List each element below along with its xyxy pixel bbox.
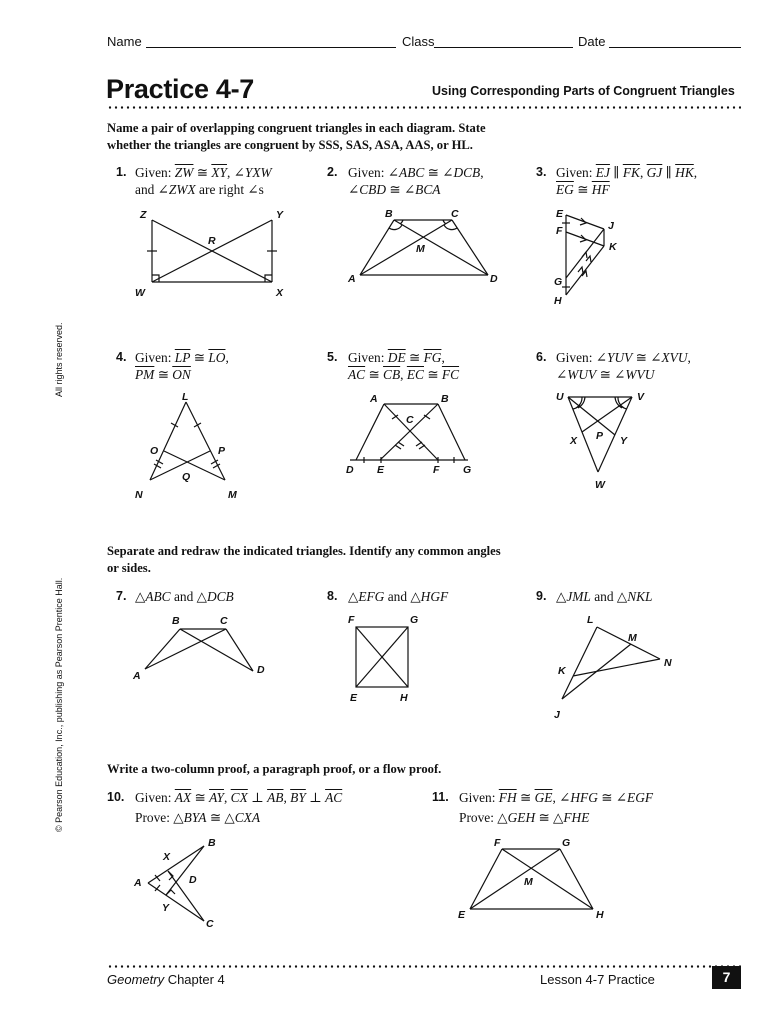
p7-label-b: B bbox=[172, 615, 180, 627]
problem-5-diagram bbox=[340, 390, 490, 480]
p5-label-c: C bbox=[406, 414, 414, 426]
p11-label-m: M bbox=[524, 876, 533, 888]
p6-label-y: Y bbox=[620, 435, 628, 447]
footer-divider bbox=[107, 965, 741, 968]
p4-label-m: M bbox=[228, 489, 237, 501]
p10-label-x: X bbox=[163, 851, 171, 863]
problem-2-diagram bbox=[340, 205, 510, 290]
p5-label-f: F bbox=[433, 464, 440, 476]
problem-5-given: Given: $\overline{DE}$ ≅ $\overline{FG}$, $\overline{AC}$ ≅ $\overline{CB}$, $\overline{EC}$ ≅ $\overline{FC}$ bbox=[348, 350, 460, 382]
problem-4-given: Given: $\overline{LP}$ ≅ $\overline{LO}$, $\overline{PM}$ ≅ $\overline{ON}$ bbox=[135, 350, 229, 382]
p1-label-z: Z bbox=[140, 209, 147, 221]
section1-line2: whether the triangles are congruent by SSS, SAS, ASA, AAS, or HL. bbox=[107, 138, 473, 152]
p8-label-h: H bbox=[400, 692, 408, 704]
footer-book bbox=[107, 972, 225, 987]
problem-6-diagram bbox=[548, 388, 658, 498]
p6-label-x: X bbox=[570, 435, 578, 447]
p3-label-j: J bbox=[608, 220, 614, 232]
p3-label-f: F bbox=[556, 225, 563, 237]
problem-2-number: 2. bbox=[327, 165, 338, 179]
p4-label-l: L bbox=[182, 391, 189, 403]
p5-label-g: G bbox=[463, 464, 472, 476]
problem-10-number: 10. bbox=[107, 790, 125, 804]
problem-7-prompt: △ABC and △DCB bbox=[135, 589, 234, 604]
p2-label-m: M bbox=[416, 243, 425, 255]
p4-label-n: N bbox=[135, 489, 143, 501]
problem-9-number: 9. bbox=[536, 589, 547, 603]
date-field[interactable] bbox=[609, 47, 741, 48]
p11-label-g: G bbox=[562, 837, 571, 849]
p2-label-c: C bbox=[451, 208, 459, 220]
copyright-note: © Pearson Education, Inc., publishing as Pearson Prentice Hall. bbox=[54, 577, 64, 832]
p10-label-c: C bbox=[206, 918, 214, 930]
problem-7-number: 7. bbox=[116, 589, 127, 603]
page-subtitle: Using Corresponding Parts of Congruent Triangles bbox=[432, 84, 735, 98]
p11-label-e: E bbox=[458, 909, 466, 921]
p6-label-v: V bbox=[637, 391, 645, 403]
p2-label-a: A bbox=[348, 273, 356, 285]
p3-label-k: K bbox=[609, 241, 617, 253]
p7-label-c: C bbox=[220, 615, 228, 627]
p5-label-b: B bbox=[441, 393, 449, 405]
p5-label-d: D bbox=[346, 464, 354, 476]
p10-label-y: Y bbox=[162, 902, 170, 914]
problem-7-diagram bbox=[130, 612, 280, 687]
problem-3-diagram bbox=[548, 205, 628, 305]
problem-1-diagram bbox=[130, 205, 300, 305]
p1-label-x: X bbox=[276, 287, 284, 299]
problem-4-number: 4. bbox=[116, 350, 127, 364]
p9-label-n: N bbox=[664, 657, 672, 669]
p1-label-r: R bbox=[208, 235, 216, 247]
name-label: Name bbox=[107, 34, 142, 49]
p9-label-j: J bbox=[554, 709, 560, 721]
p4-label-q: Q bbox=[182, 471, 191, 483]
p7-label-a: A bbox=[133, 670, 141, 682]
problem-5-number: 5. bbox=[327, 350, 338, 364]
problem-8-prompt: △EFG and △HGF bbox=[348, 589, 449, 604]
p10-label-a: A bbox=[134, 877, 142, 889]
problem-9-diagram bbox=[548, 612, 688, 722]
problem-11-diagram bbox=[455, 835, 615, 930]
title-divider bbox=[107, 106, 741, 109]
problem-8-diagram bbox=[340, 612, 430, 707]
p11-label-h: H bbox=[596, 909, 604, 921]
section1-instructions bbox=[107, 120, 486, 154]
p6-label-w: W bbox=[595, 479, 605, 491]
p9-label-l: L bbox=[587, 614, 594, 626]
problem-1-number: 1. bbox=[116, 165, 127, 179]
p6-label-p: P bbox=[596, 430, 604, 442]
problem-11-number: 11. bbox=[432, 790, 449, 804]
p10-label-d: D bbox=[189, 874, 197, 886]
footer-book-title: Geometry bbox=[107, 972, 165, 987]
problem-9-prompt: △JML and △NKL bbox=[556, 589, 653, 604]
p3-label-g: G bbox=[554, 276, 563, 288]
problem-2-given: Given: ∠ABC ≅ ∠DCB, ∠CBD ≅ ∠BCA bbox=[348, 165, 484, 197]
p5-label-a: A bbox=[370, 393, 378, 405]
problem-1-given: Given: $\overline{ZW}$ ≅ $\overline{XY}$, ∠YXW and ∠ZWX are right ∠s bbox=[135, 165, 272, 197]
footer-lesson: Lesson 4-7 Practice bbox=[540, 972, 655, 987]
section3-instructions: Write a two-column proof, a paragraph proof, or a flow proof. bbox=[107, 762, 442, 776]
p8-label-f: F bbox=[348, 614, 355, 626]
p9-label-k: K bbox=[558, 665, 566, 677]
p2-label-d: D bbox=[490, 273, 498, 285]
p1-label-y: Y bbox=[276, 209, 284, 221]
p9-label-m: M bbox=[628, 632, 637, 644]
p8-label-e: E bbox=[350, 692, 358, 704]
p3-label-h: H bbox=[554, 295, 562, 307]
problem-8-number: 8. bbox=[327, 589, 338, 603]
problem-6-given: Given: ∠YUV ≅ ∠XVU, ∠WUV ≅ ∠WVU bbox=[556, 350, 691, 382]
problem-10-given: Given: $\overline{AX}$ ≅ $\overline{AY}$, $\overline{CX}$ ⊥ $\overline{AB}$, $\overline{BY}$ ⊥ $\overline{AC}$ Prove: △BYA ≅ △CXA bbox=[135, 790, 343, 825]
problem-6-number: 6. bbox=[536, 350, 547, 364]
page-number: 7 bbox=[712, 966, 741, 989]
p6-label-u: U bbox=[556, 391, 564, 403]
p10-label-b: B bbox=[208, 837, 216, 849]
p8-label-g: G bbox=[410, 614, 419, 626]
problem-11-given: Given: $\overline{FH}$ ≅ $\overline{GE}$, ∠HFG ≅ ∠EGF Prove: △GEH ≅ △FHE bbox=[459, 790, 654, 825]
section1-line1: Name a pair of overlapping congruent triangles in each diagram. State bbox=[107, 121, 486, 135]
problem-10-diagram bbox=[130, 835, 230, 935]
class-label: Class bbox=[402, 34, 435, 49]
rights-note: All rights reserved. bbox=[54, 322, 64, 397]
problem-3-number: 3. bbox=[536, 165, 547, 179]
section2-line2: or sides. bbox=[107, 561, 151, 575]
problem-3-given: Given: $\overline{EJ}$ ∥ $\overline{FK}$, $\overline{GJ}$ ∥ $\overline{HK}$, $\overline{EG}$ ≅ $\overline{HF}$ bbox=[556, 165, 698, 197]
p11-label-f: F bbox=[494, 837, 501, 849]
p4-label-p: P bbox=[218, 445, 226, 457]
footer-chapter: Chapter 4 bbox=[164, 972, 225, 987]
name-field[interactable] bbox=[146, 47, 396, 48]
section2-instructions bbox=[107, 543, 501, 577]
class-field[interactable] bbox=[434, 47, 573, 48]
p4-label-o: O bbox=[150, 445, 159, 457]
problem-4-diagram bbox=[130, 390, 250, 500]
page-title: Practice 4-7 bbox=[106, 74, 254, 104]
p5-label-e: E bbox=[377, 464, 385, 476]
p2-label-b: B bbox=[385, 208, 393, 220]
p1-label-w: W bbox=[135, 287, 145, 299]
section2-line1: Separate and redraw the indicated triangles. Identify any common angles bbox=[107, 544, 501, 558]
p7-label-d: D bbox=[257, 664, 265, 676]
p3-label-e: E bbox=[556, 208, 564, 220]
date-label: Date bbox=[578, 34, 606, 49]
